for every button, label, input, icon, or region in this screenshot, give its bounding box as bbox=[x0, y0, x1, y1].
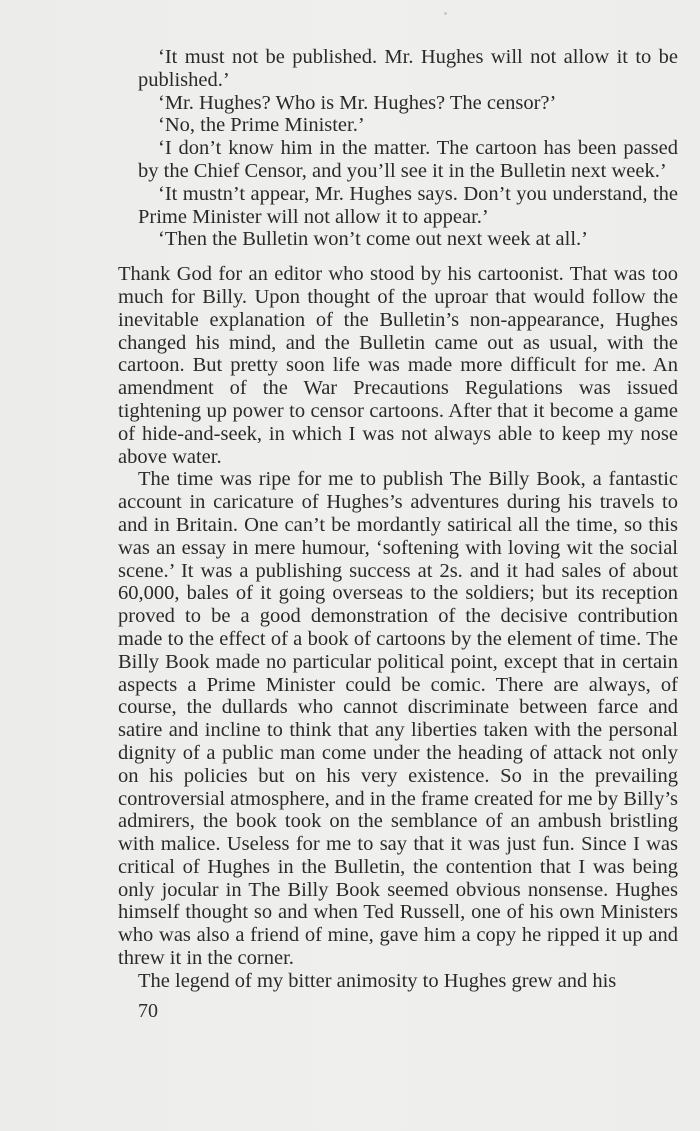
dialogue-line: ‘Then the Bulletin won’t come out next week at all.’ bbox=[158, 228, 588, 251]
paragraph: The time was ripe for me to publish The Billy Book, a fantastic account in caricature of Hughes’s adventures during his travels to and in Britain. One can’t be mordantly satirical all the time, so this was an essay in mere humour, ‘softening with loving wit the social scene.’ It was a publishing success at 2s. and it had sales of about 60,000, bales of it going overseas to the soldiers; but its reception proved to be a good demonstration of the decisive contribution made to the effect of a book of cartoons by the element of time. The Billy Book made no particular political point, except that in certain aspects a Prime Minister could be comic. There are always, of course, the dullards who cannot discriminate between farce and satire and incline to think that any liberties taken with the personal dignity of a public man come under the heading of attack not only on his policies but on his very existence. So in the prevailing controversial atmosphere, and in the frame created for me by Billy’s admirers, the book took on the semblance of an ambush bristling with malice. Useless for me to say that it was just fun. Since I was critical of Hughes in the Bulletin, the contention that I was being only jocular in The Billy Book seemed obvious nonsense. Hughes himself thought so and when Ted Russell, one of his own Ministers who was also a friend of mine, gave him a copy he ripped it up and threw it in the corner. bbox=[118, 468, 678, 970]
page-body-text bbox=[118, 46, 678, 993]
dialogue-block bbox=[138, 46, 678, 251]
dialogue-line: ‘No, the Prime Minister.’ bbox=[158, 114, 365, 137]
dialogue-line: ‘I don’t know him in the matter. The cartoon has been passed by the Chief Censor, and you’ll see it in the Bulletin next week.’ bbox=[138, 137, 678, 182]
paragraph: The legend of my bitter animosity to Hughes grew and his bbox=[138, 969, 617, 992]
page-number: 70 bbox=[138, 1000, 158, 1022]
dialogue-line: ‘It mustn’t appear, Mr. Hughes says. Don’t you understand, the Prime Minister will not allow it to appear.’ bbox=[138, 182, 678, 228]
body-paragraphs bbox=[118, 263, 678, 993]
paragraph: Thank God for an editor who stood by his cartoonist. That was too much for Billy. Upon thought of the uproar that would follow the inevitable explanation of the Bulletin’s non-appearance, Hughes changed his mind, and the Bulletin came out as usual, with the cartoon. But pretty soon life was made more difficult for me. An amendment of the War Precautions Regulations was issued tightening up power to censor cartoons. After that it become a game of hide-and-seek, in which I was not always able to keep my nose above water. bbox=[118, 263, 678, 468]
speck bbox=[444, 12, 447, 15]
dialogue-line: ‘It must not be published. Mr. Hughes will not allow it to be published.’ bbox=[138, 46, 678, 91]
dialogue-line: ‘Mr. Hughes? Who is Mr. Hughes? The censor?’ bbox=[158, 91, 557, 114]
